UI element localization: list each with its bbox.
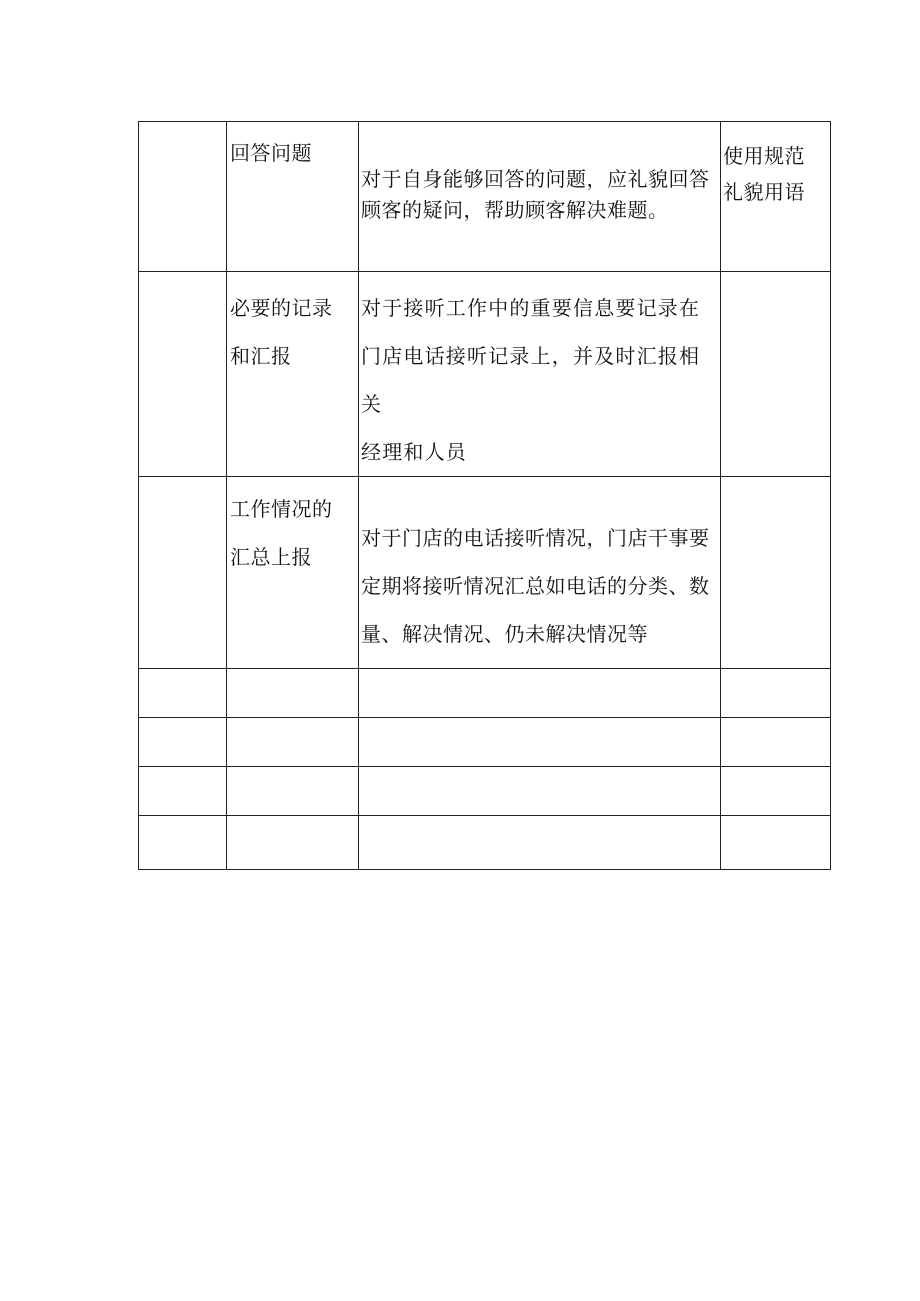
table-cell <box>139 767 227 816</box>
table-cell <box>359 767 721 816</box>
cell-text: 必要的记录 和汇报 <box>230 296 333 368</box>
table-cell <box>139 477 227 669</box>
table-cell <box>721 816 831 870</box>
table-cell <box>359 669 721 718</box>
table-cell <box>227 816 359 870</box>
table-cell-remark <box>721 477 831 669</box>
cell-text: 工作情况的 汇总上报 <box>230 497 333 569</box>
table-cell <box>721 718 831 767</box>
cell-text: 对于门店的电话接听情况，门店干事要 定期将接听情况汇总如电话的分类、数 量、解决情况、仍未解决情况等 <box>361 526 710 646</box>
table-cell <box>721 669 831 718</box>
table-row <box>139 767 831 816</box>
table-cell <box>721 767 831 816</box>
table-cell-remark <box>721 122 831 272</box>
table-row <box>139 477 831 669</box>
table-cell-item <box>227 477 359 669</box>
procedure-table <box>138 121 831 870</box>
table-cell-description <box>359 122 721 272</box>
cell-text: 对于接听工作中的重要信息要记录在 门店电话接听记录上，并及时汇报相关 经理和人员 <box>361 296 701 464</box>
table-row <box>139 669 831 718</box>
cell-text: 回答问题 <box>230 141 312 165</box>
table-cell <box>139 718 227 767</box>
table-cell-item <box>227 122 359 272</box>
cell-text: 使用规范 礼貌用语 <box>723 144 805 204</box>
table-cell <box>139 669 227 718</box>
table-cell <box>359 718 721 767</box>
table-row <box>139 122 831 272</box>
table-cell <box>139 122 227 272</box>
table-cell <box>227 669 359 718</box>
table-cell <box>227 767 359 816</box>
table-row <box>139 816 831 870</box>
table-cell <box>227 718 359 767</box>
table-cell-remark <box>721 272 831 477</box>
table-cell-description <box>359 477 721 669</box>
table-cell <box>359 816 721 870</box>
table-cell-item <box>227 272 359 477</box>
table-row <box>139 272 831 477</box>
cell-text: 对于自身能够回答的问题，应礼貌回答 顾客的疑问，帮助顾客解决难题。 <box>361 167 710 222</box>
table-cell <box>139 272 227 477</box>
table-cell-description <box>359 272 721 477</box>
table-row <box>139 718 831 767</box>
table-cell <box>139 816 227 870</box>
